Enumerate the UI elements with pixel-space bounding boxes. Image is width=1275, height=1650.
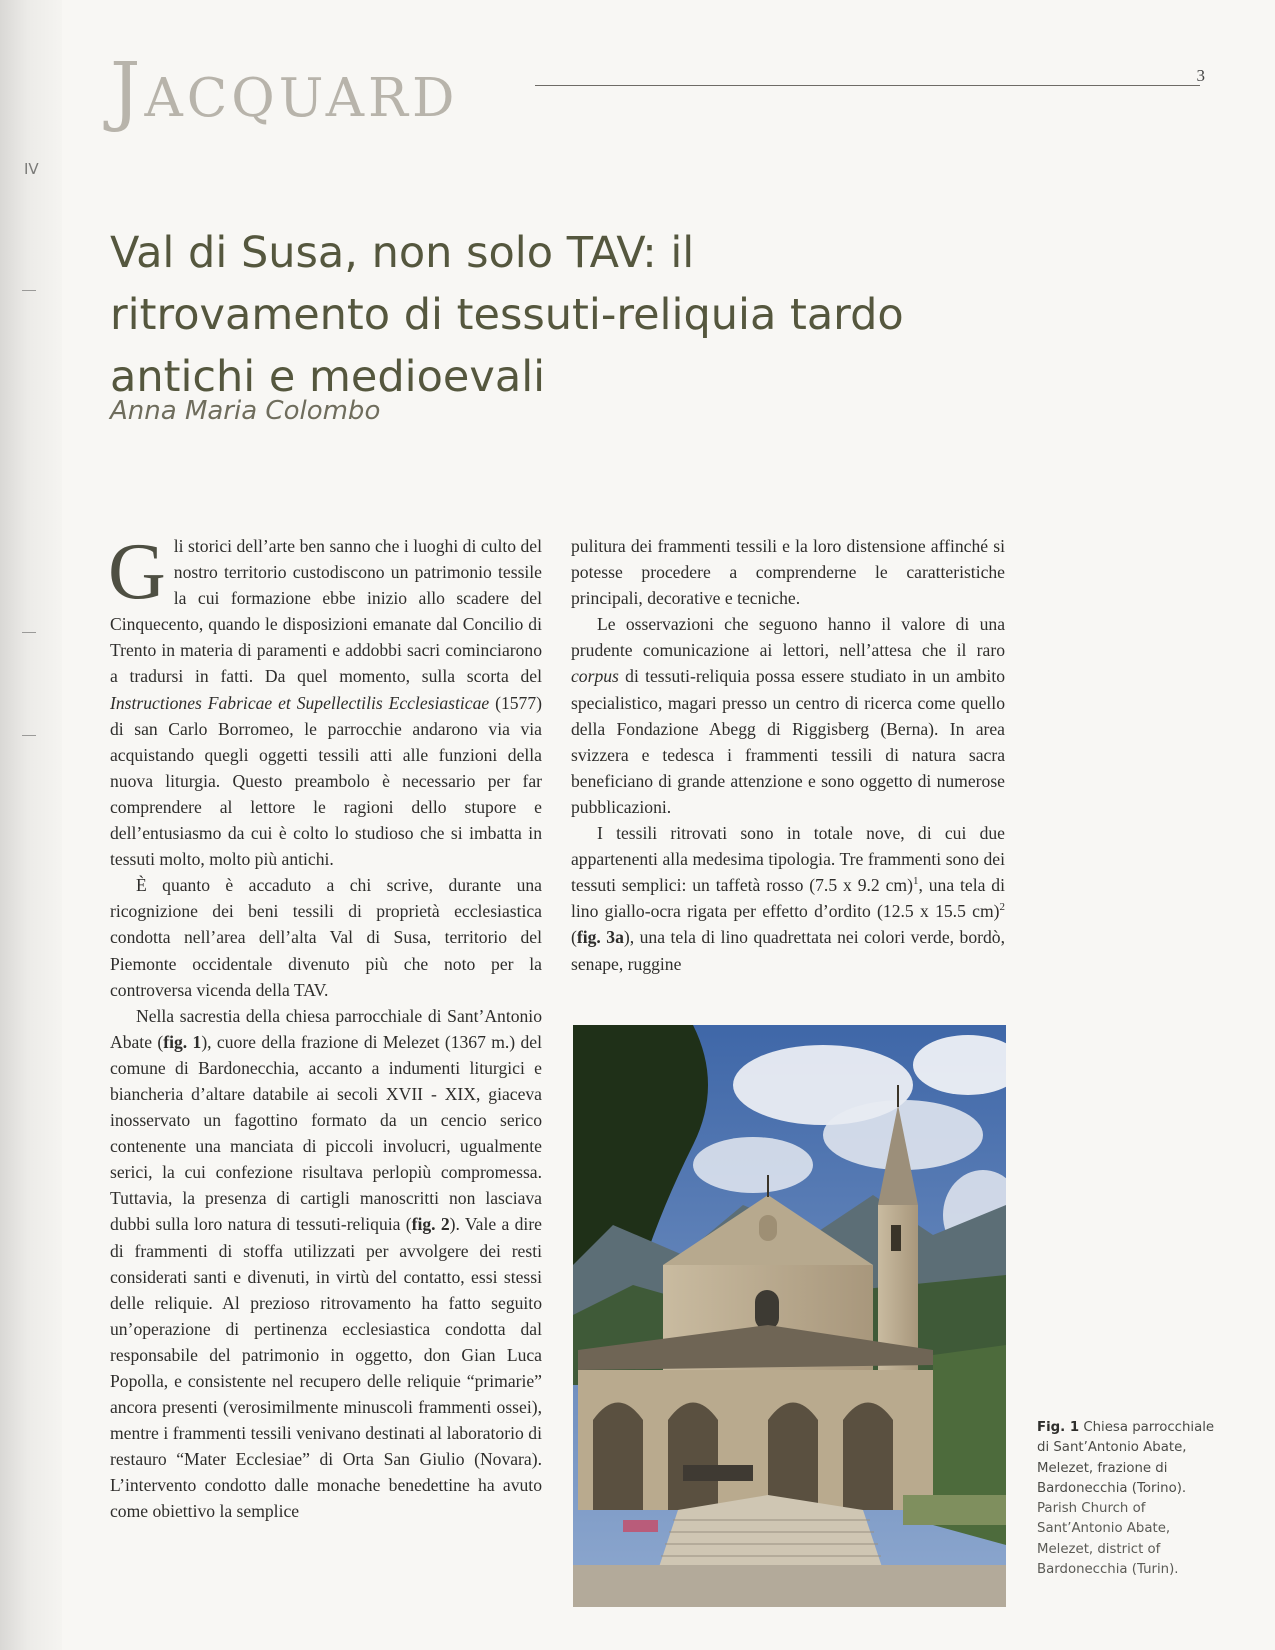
figure-caption [1037,1418,1217,1580]
drop-cap: G [108,528,166,616]
text-run: (1577) di san Carlo Borromeo, le parrocchie andarono via via acquistando quegli oggetti tessili atti alle funzioni della nuova liturgia. Questo preambolo è necessario per far comprendere al lettore le ragioni dello stupore e dell’entusiasmo da cui è colto lo studioso che si imbatta in tessuti molto, molto più antichi. [110,692,542,870]
article-author: Anna Maria Colombo [110,396,381,426]
figure-reference: fig. 1 [163,1031,202,1052]
text-run: ( [571,927,577,948]
spine-tick [22,735,36,736]
figure-reference: fig. 2 [411,1214,450,1235]
caption-english: Parish Church of Sant’Antonio Abate, Melezet, district of Bardonecchia (Turin). [1037,1501,1179,1578]
text-column-left [108,528,543,1525]
text-run: ), cuore della frazione di Melezet (1367 m.) del comune di Bardonecchia, accanto a indumenti liturgici e biancheria d’altare databile ai secoli XVII - XIX, giaceva inosservato un fagottino formato da un cencio serico contenente una manciata di piccoli involucri, ugualmente serici, la cui confezione risultava perlopiù compromessa. Tuttavia, la presenza di cartigli manoscritti non lasciava dubbi sulla loro natura di tessuti-reliquia ( [110,1031,543,1235]
paragraph: pulitura dei frammenti tessili e la loro distensione affinché si potesse procedere a comprenderne le caratteristiche principali, decorative e tecniche. [571,536,1005,609]
italic-title: Instructiones Fabricae et Supellectilis Ecclesiasticae [110,692,490,713]
text-run: li storici dell’arte ben sanno che i luoghi di culto del nostro territorio custodiscono un patrimonio tessile la cui formazione ebbe inizio allo scadere del Cinquecento, quando le disposizioni emanate dal Concilio di Trento in materia di paramenti e addobbi sacri cominciarono a tradursi in fatti. Da quel momento, sulla scorta del [110,536,542,687]
text-run: Le osservazioni che seguono hanno il valore di una prudente comunicazione ai lettori, nell’attesa che il raro [571,614,1005,661]
italic-term: corpus [571,666,619,687]
header-rule [535,85,1200,86]
paragraph [571,611,1005,820]
magazine-masthead: Jacquard [110,45,459,134]
text-run: I tessili ritrovati sono in totale nove, di cui due appartenenti alla medesima tipologia. Tre frammenti sono dei tessuti semplici: un taffetà rosso (7.5 x 9.2 cm) [571,823,1005,896]
text-run: ). Vale a dire di frammenti di stoffa utilizzati per avvolgere dei resti considerati santi e divenuti, in virtù del contatto, essi stessi delle reliquie. Al prezioso ritrovamento ha fatto seguito un’operazione di pertinenza ecclesiastica condotta dal responsabile del patrimonio in oggetto, don Gian Luca Popolla, e consistente nel recupero delle reliquie “primarie” ancora presenti (verosimilmente minuscoli frammenti ossei), mentre i frammenti tessili venivano destinati al laboratorio di restauro “Mater Ecclesiae” di Orta San Giulio (Novara). L’intervento condotto dalle monache benedettine ha avuto come obiettivo la semplice [110,1214,542,1522]
spine-tick [22,632,36,633]
church-photograph [573,1025,1006,1607]
figure-reference: fig. 3a [576,927,624,948]
paragraph [108,528,542,872]
spine-tick [22,290,36,291]
paragraph [110,1003,542,1525]
footnote-marker: 2 [999,901,1005,914]
text-run: Nella sacrestia della chiesa parrocchiale di Sant’Antonio Abate ( [110,1005,542,1052]
figure-label: Fig. 1 [1037,1420,1080,1435]
caption-italian: Chiesa parrocchiale di Sant’Antonio Abate, Melezet, frazione di Bardonecchia (Torino). [1037,1420,1215,1496]
text-run: ), una tela di lino quadrettata nei colori verde, bordò, senape, ruggine [571,927,1005,974]
book-spine-shadow [0,0,62,1650]
text-run: di tessuti-reliquia possa essere studiato in un ambito specialistico, magari presso un centro di ricerca come quello della Fondazione Abegg di Riggisberg (Berna). In area svizzera e tedesca i frammenti tessili di natura sacra beneficiano di grande attenzione e sono oggetto di numerose pubblicazioni. [571,666,1005,817]
paragraph [571,820,1005,977]
page-number: 3 [1196,66,1205,85]
spine-mark: IV [24,160,39,178]
footnote-marker: 1 [912,875,919,888]
text-run: , una tela di lino giallo-ocra rigata per effetto d’ordito (12.5 x 15.5 cm) [571,875,1005,922]
article-title: Val di Susa, non solo TAV: il ritrovamento di tessuti-reliquia tardo antichi e medioevali [110,228,904,402]
text-column-right [571,533,1005,977]
paragraph: È quanto è accaduto a chi scrive, durante una ricognizione dei beni tessili di proprietà ecclesiastica condotta nell’area dell’alta Val di Susa, territorio del Piemonte occidentale divenuto più che noto per la controversa vicenda della TAV. [110,875,542,1000]
